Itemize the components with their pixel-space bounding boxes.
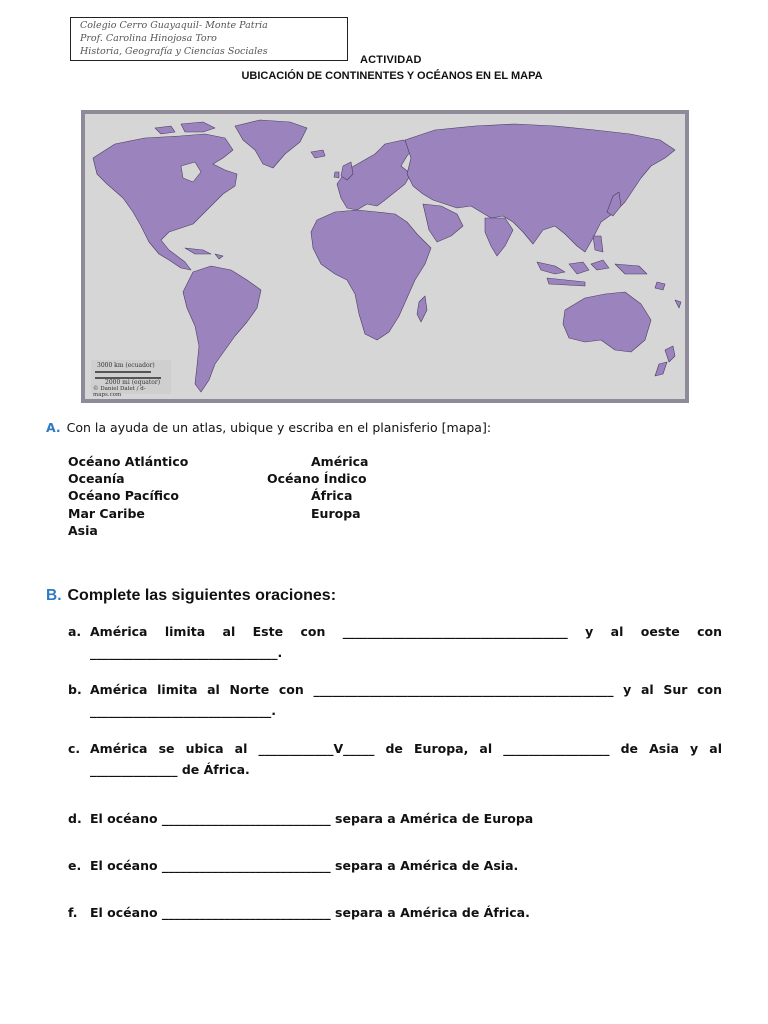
question-text: El océano ___________________________ separa a América de África. xyxy=(90,905,530,920)
question-letter: e. xyxy=(68,858,82,873)
activity-subtitle: UBICACIÓN DE CONTINENTES Y OCÉANOS EN EL MAPA xyxy=(241,70,543,82)
section-b-heading xyxy=(46,587,336,605)
arctic-islands-shape xyxy=(155,122,215,134)
section-b-instruction: Complete las siguientes oraciones: xyxy=(67,587,337,604)
map-credit: © Daniel Dalet / d-maps.com xyxy=(93,386,146,398)
pacific-islands-shape xyxy=(655,282,681,308)
question-letter: c. xyxy=(68,741,81,756)
africa-shape xyxy=(311,210,431,340)
scale-bar-km xyxy=(95,371,151,373)
question-c[interactable] xyxy=(68,738,722,780)
question-text: América limita al Norte con ________________________________________________ y al Sur con _____________________________. xyxy=(90,682,722,718)
north-america-shape xyxy=(93,134,237,270)
question-letter: a. xyxy=(68,624,82,639)
question-letter: b. xyxy=(68,682,82,697)
madagascar-shape xyxy=(417,296,427,322)
question-letter: f. xyxy=(68,905,78,920)
question-f[interactable] xyxy=(68,902,722,923)
map-ocean xyxy=(85,114,685,399)
south-america-shape xyxy=(183,266,261,392)
scale-mi-label: 2000 mi (equator) xyxy=(105,379,161,386)
australia-shape xyxy=(563,292,651,352)
scale-km-label: 3000 km (ecuador) xyxy=(97,362,155,369)
india-shape xyxy=(485,218,513,256)
map-scale xyxy=(91,360,171,398)
word-item: Oceanía xyxy=(68,471,125,486)
question-b[interactable] xyxy=(68,679,722,721)
word-item: Océano Pacífico xyxy=(68,488,180,503)
question-e[interactable] xyxy=(68,855,722,876)
indonesia-shape xyxy=(537,260,647,286)
philippines-shape xyxy=(593,236,603,252)
word-item: Océano Atlántico xyxy=(68,454,189,469)
question-a[interactable] xyxy=(68,621,722,663)
question-text: El océano ___________________________ separa a América de Europa xyxy=(90,811,534,826)
activity-title: ACTIVIDAD xyxy=(360,54,422,66)
word-item: Europa xyxy=(311,506,361,521)
question-text: América se ubica al ____________V_____ de Europa, al _________________ de Asia y al ______________ de África. xyxy=(90,741,722,777)
iceland-shape xyxy=(311,150,325,158)
new-zealand-shape xyxy=(655,346,675,376)
question-text: El océano ___________________________ separa a América de Asia. xyxy=(90,858,519,873)
arabia-shape xyxy=(423,204,463,242)
section-a-heading xyxy=(46,420,491,435)
word-item: Océano Índico xyxy=(267,471,367,486)
teacher-name: Prof. Carolina Hinojosa Toro xyxy=(80,33,217,44)
section-b-letter: B. xyxy=(46,587,62,604)
question-letter: d. xyxy=(68,811,82,826)
section-a-instruction: Con la ayuda de un atlas, ubique y escriba en el planisferio [mapa]: xyxy=(66,420,492,435)
school-name: Colegio Cerro Guayaquil- Monte Patria xyxy=(80,20,268,31)
subject-name: Historia, Geografía y Ciencias Sociales xyxy=(80,46,268,57)
world-map xyxy=(81,110,689,403)
question-d[interactable] xyxy=(68,808,722,829)
word-item: América xyxy=(311,454,369,469)
greenland-shape xyxy=(235,120,307,168)
section-a-letter: A. xyxy=(46,420,61,435)
caribbean-islands-shape xyxy=(185,248,223,259)
word-item: África xyxy=(311,488,353,503)
word-item: Mar Caribe xyxy=(68,506,145,521)
school-info-box xyxy=(70,17,348,61)
word-item: Asia xyxy=(68,523,98,538)
question-text: América limita al Este con ____________________________________ y al oeste con ______________________________. xyxy=(90,624,722,660)
map-land-svg xyxy=(85,114,685,399)
